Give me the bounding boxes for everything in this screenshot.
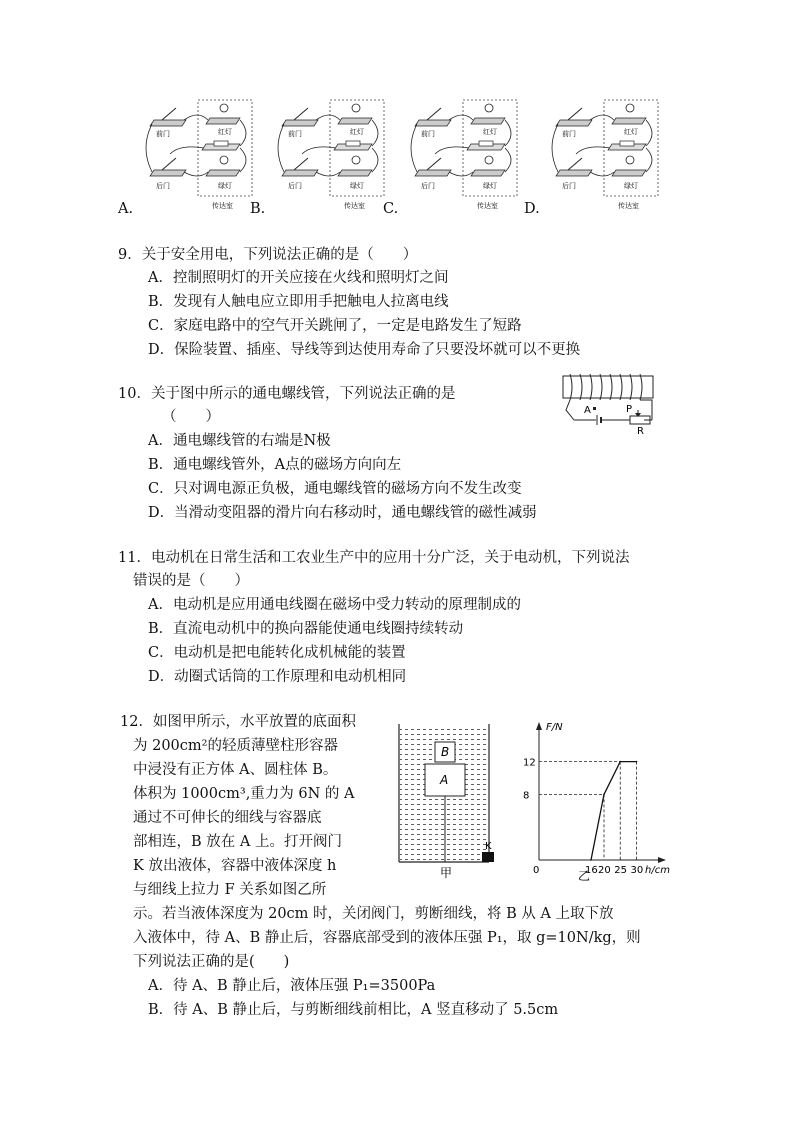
q9-option-c: C．家庭电路中的空气开关跳闸了，一定是电路发生了短路	[148, 318, 522, 334]
front-door-label: 前门	[288, 130, 302, 138]
back-door-label: 后门	[562, 182, 576, 190]
q11-stem: 11．电动机在日常生活和工农业生产中的应用十分广泛，关于电动机，下列说法	[118, 550, 630, 566]
q12-line-9: 示。若当液体深度为 20cm 时，关闭阀门，剪断细线，将 B 从 A 上取下放	[133, 906, 614, 922]
q12-line-8: 与细线上拉力 F 关系如图乙所	[133, 882, 327, 898]
solenoid-figure	[560, 370, 660, 436]
q10-option-b: B．通电螺线管外，A点的磁场方向向左	[148, 457, 402, 473]
guard-room-label: 传达室	[344, 202, 365, 210]
front-door-label: 前门	[156, 130, 170, 138]
container-figure	[392, 722, 502, 880]
q11-option-d: D．动圈式话筒的工作原理和电动机相同	[148, 669, 407, 685]
q8-option-letter: D.	[524, 201, 540, 217]
green-lamp-label: 绿灯	[624, 182, 638, 190]
guard-room-label: 传达室	[477, 202, 498, 210]
graph-y-axis-label: F/N	[546, 722, 563, 733]
q12-option-b: B．待 A、B 静止后，与剪断细线前相比，A 竖直移动了 5.5cm	[148, 1002, 559, 1018]
red-lamp-label: 红灯	[350, 128, 364, 136]
y-tick-label: 8	[523, 790, 530, 802]
q8-option-c	[383, 98, 513, 216]
red-lamp-label: 红灯	[624, 128, 638, 136]
red-lamp-label: 红灯	[218, 128, 232, 136]
back-door-label: 后门	[421, 182, 435, 190]
q11-option-a: A．电动机是应用通电线圈在磁场中受力转动的原理制成的	[148, 597, 521, 613]
rheostat-r-label: R	[637, 426, 644, 436]
q8-option-letter: A.	[118, 201, 134, 217]
green-lamp-label: 绿灯	[218, 182, 232, 190]
back-door-label: 后门	[156, 182, 170, 190]
q8-option-letter: B.	[250, 201, 266, 217]
figure-jia-caption: 甲	[440, 866, 453, 880]
q8-option-a	[118, 98, 248, 216]
door-bell-circuit-diagram	[272, 98, 387, 216]
x-tick-label: 20	[598, 865, 611, 876]
q12-line-2: 为 200cm²的轻质薄壁柱形容器	[133, 738, 338, 754]
q12-line-7: K 放出液体，容器中液体深度 h	[133, 858, 337, 874]
front-door-label: 前门	[562, 130, 576, 138]
q12-option-a: A．待 A、B 静止后，液体压强 P₁=3500Pa	[148, 978, 436, 994]
q8-option-b	[250, 98, 380, 216]
guard-room-label: 传达室	[212, 202, 233, 210]
force-depth-graph	[512, 716, 677, 884]
q10-option-a: A．通电螺线管的右端是N极	[148, 433, 331, 449]
q12-line-4: 体积为 1000cm³,重力为 6N 的 A	[133, 786, 355, 802]
door-bell-circuit-diagram	[546, 98, 661, 216]
q12-line-5: 通过不可伸长的细线与容器底	[133, 810, 322, 826]
q9-stem: 9．关于安全用电，下列说法正确的是（ ）	[118, 247, 418, 263]
cube-a-label: A	[440, 773, 449, 787]
data-point-16	[590, 859, 592, 861]
q11-option-b: B．直流电动机中的换向器能使通电线圈持续转动	[148, 621, 464, 637]
y-tick-label: 12	[523, 757, 536, 769]
green-lamp-label: 绿灯	[483, 182, 497, 190]
figure-yi-caption: 乙	[578, 869, 591, 883]
back-door-label: 后门	[288, 182, 302, 190]
cylinder-b-label: B	[441, 745, 450, 759]
x-tick-label: 0	[533, 865, 540, 876]
graph-x-axis-label: h/cm	[645, 865, 670, 876]
q10-stem: 10．关于图中所示的通电螺线管，下列说法正确的是	[118, 386, 456, 402]
q8-option-letter: C.	[383, 201, 399, 217]
q11-option-c: C．电动机是把电能转化成机械能的装置	[148, 645, 406, 661]
x-tick-label: 25	[614, 865, 627, 876]
door-bell-circuit-diagram	[405, 98, 520, 216]
force-line-series	[591, 762, 637, 860]
q8-option-d	[524, 98, 654, 216]
guard-room-label: 传达室	[618, 202, 639, 210]
q10-option-c: C．只对调电源正负极，通电螺线管的磁场方向不发生改变	[148, 481, 522, 497]
valve-k-label: K	[485, 841, 492, 852]
q12-line-3: 中浸没有正方体 A、圆柱体 B。	[133, 762, 338, 778]
slider-p-label: P	[626, 404, 633, 415]
q11-stem-2: 错误的是（ ）	[133, 573, 249, 589]
data-point-30	[636, 761, 638, 763]
q10-stem-paren: （ ）	[162, 409, 220, 425]
red-lamp-label: 红灯	[483, 128, 497, 136]
q10-option-d: D．当滑动变阻器的滑片向右移动时，通电螺线管的磁性减弱	[148, 505, 537, 521]
q9-option-d: D．保险装置、插座、导线等到达使用寿命了只要没坏就可以不更换	[148, 342, 581, 358]
q9-option-a: A．控制照明灯的开关应接在火线和照明灯之间	[148, 270, 449, 286]
front-door-label: 前门	[421, 130, 435, 138]
x-tick-label: 16	[585, 865, 598, 876]
q9-option-b: B．发现有人触电应立即用手把触电人拉离电线	[148, 294, 449, 310]
q12-line-1: 12．如图甲所示，水平放置的底面积	[120, 714, 356, 730]
data-point-25	[619, 761, 621, 763]
data-point-20	[603, 794, 605, 796]
point-a-label: A	[584, 405, 591, 416]
green-lamp-label: 绿灯	[350, 182, 364, 190]
q12-line-6: 部相连，B 放在 A 上。打开阀门	[133, 834, 342, 850]
x-tick-label: 30	[630, 865, 644, 876]
q12-line-11: 下列说法正确的是( )	[133, 954, 290, 970]
q12-line-10: 入液体中，待 A、B 静止后，容器底部受到的液体压强 P₁，取 g=10N/kg，则	[133, 930, 641, 946]
door-bell-circuit-diagram	[140, 98, 255, 216]
